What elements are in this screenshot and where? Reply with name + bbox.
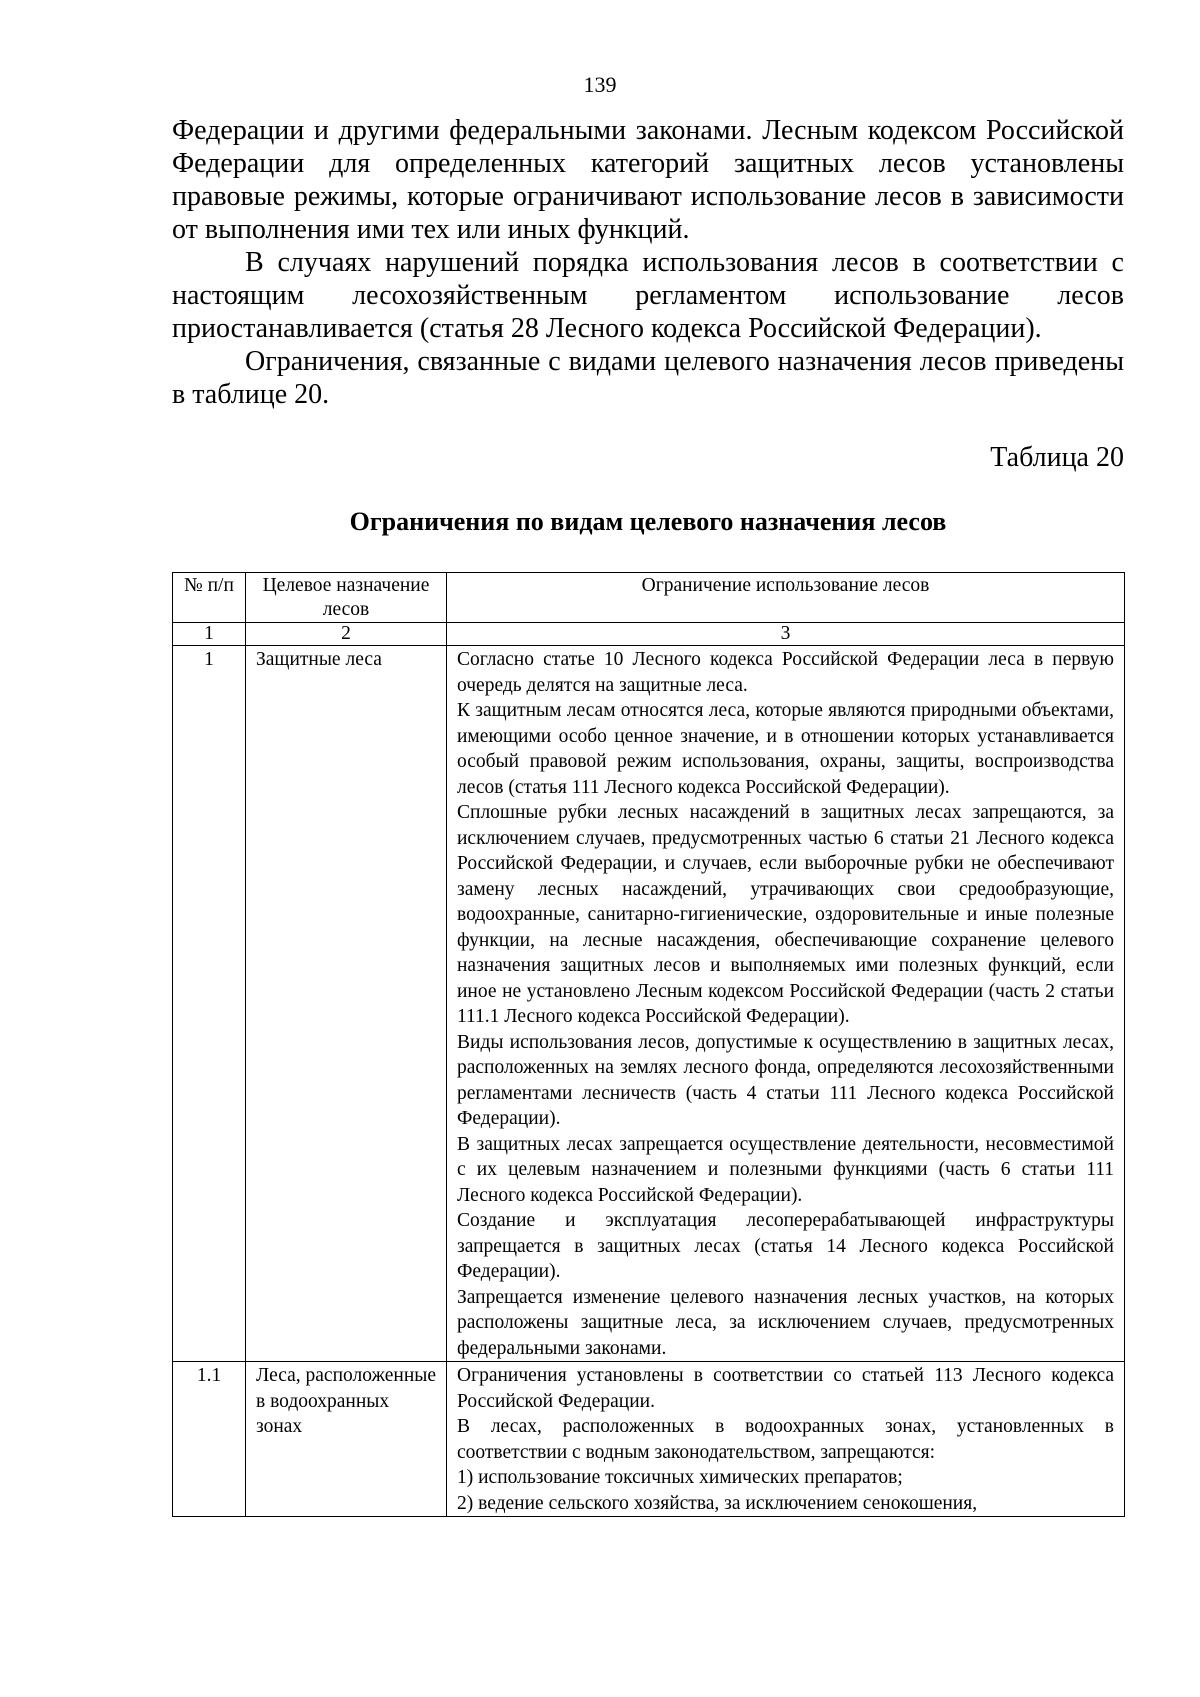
table-title: Ограничения по видам целевого назначения лесов [349, 507, 947, 536]
restriction-text: Виды использования лесов, допустимые к осуществлению в защитных лесах, расположенных на землях лесного фонда, определяются лесохозяйственными регламентами лесничеств (часть 4 статьи 111 Лесного кодекса Российской Федерации). [457, 1031, 1114, 1129]
row-restrictions [447, 646, 1125, 1362]
restriction-text: К защитным лесам относятся леса, которые являются природными объектами, имеющими особо ценное значение, и в отношении которых устанавливается особый правовой режим использования, охраны, защиты, воспроизводства лесов (статья 111 Лесного кодекса Российской Федерации). [457, 700, 1114, 798]
restriction-text: 2) ведение сельского хозяйства, за исключением сенокошения, [457, 1492, 978, 1514]
restriction-text: В защитных лесах запрещается осуществление деятельности, несовместимой с их целевым назначением и полезными функциями (часть 6 статьи 111 Лесного кодекса Российской Федерации). [457, 1133, 1114, 1206]
row-purpose: Защитные леса [246, 646, 447, 1362]
restriction-text: 1) использование токсичных химических препаратов; [457, 1467, 903, 1488]
paragraph: Ограничения, связанные с видами целевого назначения лесов приведены в таблице 20. [172, 346, 1124, 410]
restriction-text: Согласно статье 10 Лесного кодекса Российской Федерации леса в первую очередь делятся на защитные леса. [457, 649, 1114, 696]
header-num: № п/п [173, 573, 246, 623]
paragraph: Федерации и другими федеральными законами. Лесным кодексом Российской Федерации для определенных категорий защитных лесов установлены правовые режимы, которые ограничивают использование лесов в зависимости от выполнения ими тех или иных функций. [172, 115, 1124, 245]
column-number: 1 [173, 623, 246, 646]
row-purpose: Леса, расположенные в водоохранных зонах [246, 1362, 447, 1517]
restriction-text: Запрещается изменение целевого назначения лесных участков, на которых расположены защитные леса, за исключением случаев, предусмотренных федеральными законами. [457, 1286, 1114, 1359]
table-row [173, 1362, 1125, 1517]
page-number: 139 [583, 72, 617, 97]
row-num: 1 [173, 646, 246, 1362]
restriction-text: Создание и эксплуатация лесоперерабатывающей инфраструктуры запрещается в защитных лесах (статья 14 Лесного кодекса Российской Федерации). [457, 1210, 1114, 1282]
restriction-text: В лесах, расположенных в водоохранных зонах, установленных в соответствии с водным законодательством, запрещаются: [457, 1416, 1114, 1463]
column-number: 3 [447, 623, 1125, 646]
header-purpose: Целевое назначение лесов [246, 573, 447, 623]
header-restriction: Ограничение использование лесов [447, 573, 1125, 623]
table-header-row [173, 573, 1125, 623]
table-caption: Таблица 20 [990, 442, 1124, 473]
table-row [173, 646, 1125, 1362]
column-number: 2 [246, 623, 447, 646]
restrictions-table [172, 572, 1125, 1517]
column-numbers-row [173, 623, 1125, 646]
restriction-text: Сплошные рубки лесных насаждений в защитных лесах запрещаются, за исключением случаев, предусмотренных частью 6 статьи 21 Лесного кодекса Российской Федерации, и случаев, если выборочные рубки не обеспечивают замену лесных насаждений, утрачивающих свои средообразующие, водоохранные, санитарно-гигиенические, оздоровительные и иные полезные функции, на лесные насаждения, обеспечивающие сохранение целевого назначения защитных лесов и выполняемых ими полезных функций, если иное не установлено Лесным кодексом Российской Федерации (часть 2 статьи 111.1 Лесного кодекса Российской Федерации). [457, 802, 1114, 1027]
row-restrictions [447, 1362, 1125, 1517]
row-num: 1.1 [173, 1362, 246, 1517]
paragraph: В случаях нарушений порядка использования лесов в соответствии с настоящим лесохозяйственным регламентом использование лесов приостанавливается (статья 28 Лесного кодекса Российской Федерации). [172, 247, 1124, 344]
body-text [172, 114, 1124, 411]
restrictions-table-wrap [172, 572, 1124, 1517]
restriction-text: Ограничения установлены в соответствии со статьей 113 Лесного кодекса Российской Федерации. [457, 1365, 1114, 1412]
